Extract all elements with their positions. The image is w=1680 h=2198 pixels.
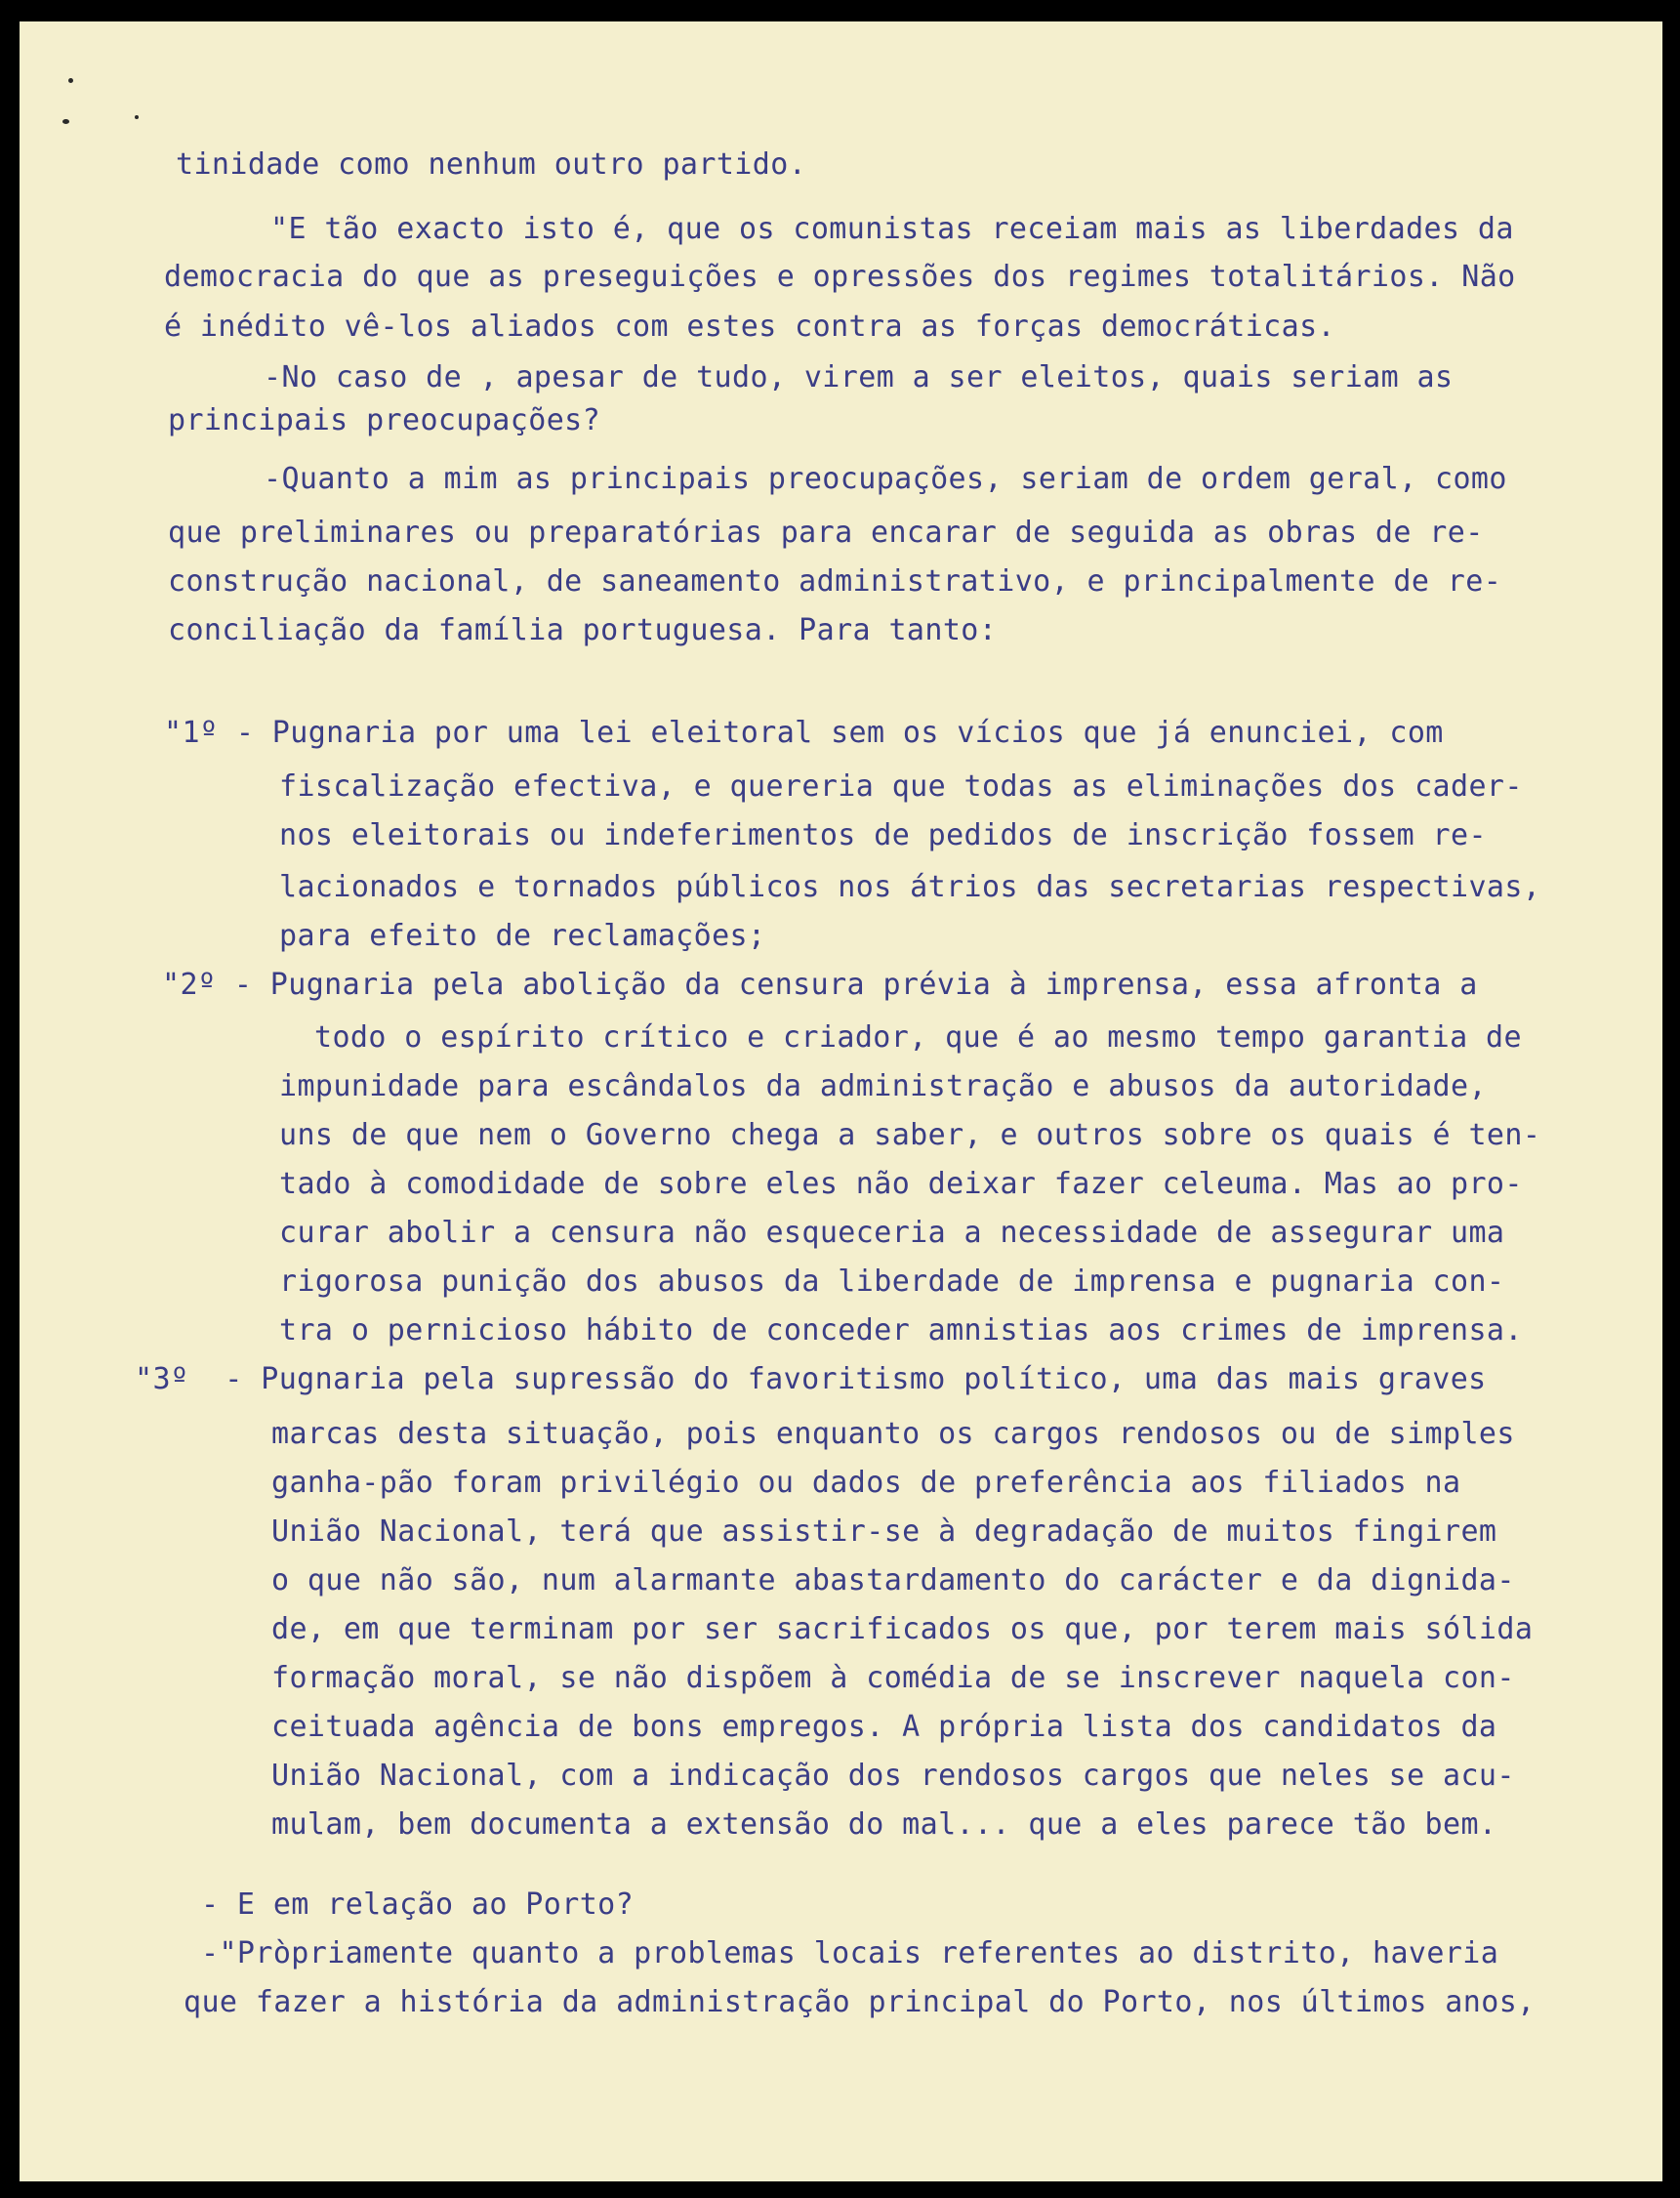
text-line: curar abolir a censura não esqueceria a necessidade de assegurar uma <box>279 1216 1505 1250</box>
text-line: -No caso de , apesar de tudo, virem a ser eleitos, quais seriam as <box>264 360 1454 394</box>
text-line: que preliminares ou preparatórias para encarar de seguida as obras de re- <box>168 516 1484 550</box>
text-line: lacionados e tornados públicos nos átrios das secretarias respectivas, <box>279 870 1541 904</box>
text-line: é inédito vê-los aliados com estes contra as forças democráticas. <box>164 310 1335 344</box>
text-line: marcas desta situação, pois enquanto os cargos rendosos ou de simples <box>271 1417 1515 1451</box>
text-line: "3º - Pugnaria pela supressão do favoritismo político, uma das mais graves <box>135 1362 1487 1396</box>
text-line: principais preocupações? <box>168 403 601 437</box>
text-line: tra o pernicioso hábito de conceder amnistias aos crimes de imprensa. <box>279 1313 1523 1348</box>
text-line: democracia do que as preseguições e opressões dos regimes totalitários. Não <box>164 260 1516 294</box>
text-line: para efeito de reclamações; <box>279 919 766 953</box>
text-line: mulam, bem documenta a extensão do mal... que a eles parece tão bem. <box>271 1807 1497 1842</box>
text-line: "E tão exacto isto é, que os comunistas receiam mais as liberdades da <box>270 212 1514 246</box>
text-line: "2º - Pugnaria pela abolição da censura prévia à imprensa, essa afronta a <box>162 968 1478 1002</box>
text-line: todo o espírito crítico e criador, que é ao mesmo tempo garantia de <box>314 1020 1522 1055</box>
text-line: o que não são, num alarmante abastardamento do carácter e da dignida- <box>271 1563 1515 1597</box>
text-line: fiscalização efectiva, e quereria que todas as eliminações dos cader- <box>279 769 1523 804</box>
text-line: - E em relação ao Porto? <box>201 1887 635 1922</box>
text-line: ganha-pão foram privilégio ou dados de preferência aos filiados na <box>271 1466 1461 1500</box>
text-line: que fazer a história da administração principal do Porto, nos últimos anos, <box>184 1985 1536 2019</box>
text-line: formação moral, se não dispõem à comédia de se inscrever naquela con- <box>271 1661 1515 1695</box>
text-line: ceituada agência de bons empregos. A própria lista dos candidatos da <box>271 1710 1497 1744</box>
text-line: União Nacional, terá que assistir-se à degradação de muitos fingirem <box>271 1514 1497 1549</box>
text-line: construção nacional, de saneamento administrativo, e principalmente de re- <box>168 564 1502 599</box>
text-line: União Nacional, com a indicação dos rendosos cargos que neles se acu- <box>271 1759 1515 1793</box>
text-line: tado à comodidade de sobre eles não deixar fazer celeuma. Mas ao pro- <box>279 1167 1523 1201</box>
text-line: tinidade como nenhum outro partido. <box>176 147 807 182</box>
text-line: uns de que nem o Governo chega a saber, e outros sobre os quais é ten- <box>279 1118 1541 1152</box>
ink-speck <box>135 115 139 119</box>
text-line: "1º - Pugnaria por uma lei eleitoral sem os vícios que já enunciei, com <box>164 716 1444 750</box>
text-line: nos eleitorais ou indeferimentos de pedidos de inscrição fossem re- <box>279 818 1487 852</box>
text-line: impunidade para escândalos da administração e abusos da autoridade, <box>279 1069 1487 1103</box>
text-line: -Quanto a mim as principais preocupações, seriam de ordem geral, como <box>264 462 1507 496</box>
text-line: de, em que terminam por ser sacrificados os que, por terem mais sólida <box>271 1612 1534 1646</box>
typed-text <box>20 21 1541 2019</box>
text-line: conciliação da família portuguesa. Para tanto: <box>168 613 998 647</box>
text-line: rigorosa punição dos abusos da liberdade de imprensa e pugnaria con- <box>279 1265 1505 1299</box>
typed-page <box>20 21 1662 2181</box>
text-line: -"Pròpriamente quanto a problemas locais referentes ao distrito, haveria <box>201 1936 1499 1970</box>
